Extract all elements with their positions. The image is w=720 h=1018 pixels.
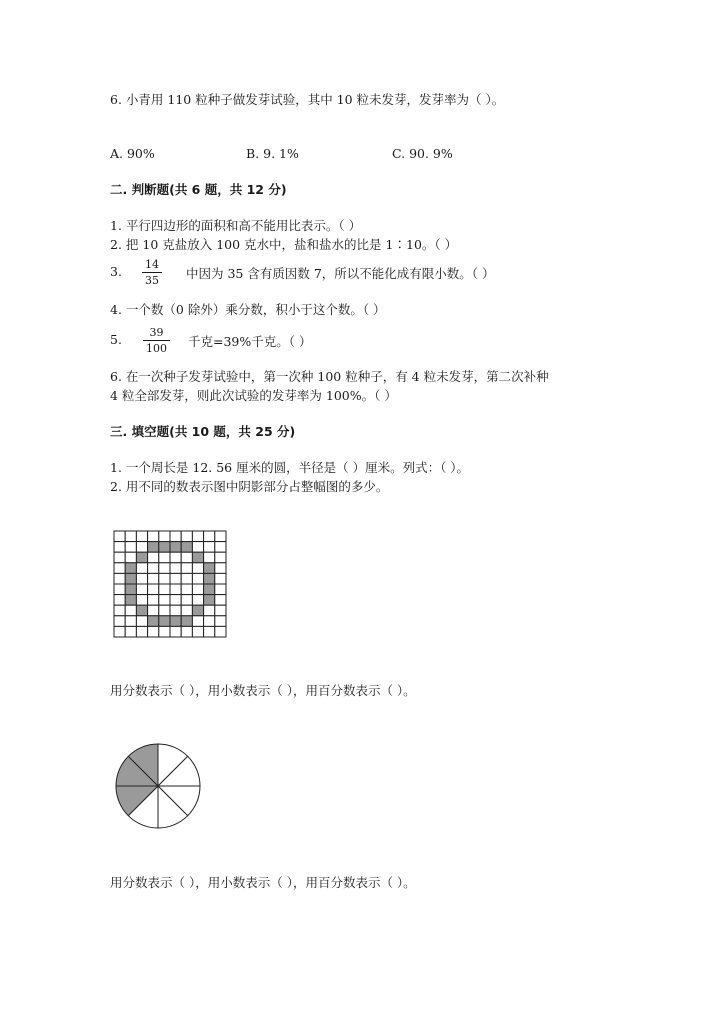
grid-cell [181, 552, 192, 563]
grid-cell [148, 531, 159, 542]
judge-q5-number: 5. [110, 332, 122, 347]
grid-cell [159, 584, 170, 595]
grid-cell [170, 573, 181, 584]
grid-cell [215, 626, 226, 637]
grid-cell-shaded [148, 542, 159, 553]
grid-cell [181, 563, 192, 574]
grid-cell-shaded [159, 542, 170, 553]
grid-cell-shaded [125, 584, 136, 595]
option-c: C. 90. 9% [392, 146, 453, 161]
grid-cell [159, 552, 170, 563]
grid-cell [159, 605, 170, 616]
grid-cell [114, 616, 125, 627]
grid-cell [159, 531, 170, 542]
grid-cell [204, 626, 215, 637]
answer-line-grid: 用分数表示（ ），用小数表示（ ），用百分数表示（ ）。 [110, 683, 416, 698]
option-a: A. 90% [110, 146, 155, 161]
grid-cell [148, 626, 159, 637]
judge-q6-line1: 6. 在一次种子发芽试验中，第一次种 100 粒种子，有 4 粒未发芽，第二次补种 [110, 369, 549, 384]
grid-cell [148, 573, 159, 584]
grid-cell [204, 616, 215, 627]
judge-q6-line2: 4 粒全部发芽，则此次试验的发芽率为 100%。（ ） [110, 388, 397, 403]
judge-q4: 4. 一个数（0 除外）乘分数，积小于这个数。（ ） [110, 302, 386, 317]
fraction-bar [143, 340, 170, 341]
grid-cell-shaded [136, 552, 147, 563]
grid-cell [170, 595, 181, 606]
grid-cell [192, 595, 203, 606]
grid-figure [113, 530, 227, 638]
grid-cell [114, 573, 125, 584]
fill-q1: 1. 一个周长是 12. 56 厘米的圆，半径是（ ）厘米。列式：（ ）。 [110, 460, 470, 475]
grid-cell [125, 542, 136, 553]
grid-cell [148, 595, 159, 606]
grid-cell [114, 626, 125, 637]
grid-cell-shaded [125, 595, 136, 606]
grid-cell [181, 626, 192, 637]
grid-cell [170, 626, 181, 637]
grid-cell [159, 595, 170, 606]
grid-cell [125, 531, 136, 542]
grid-cell [125, 626, 136, 637]
judge-q5-text: 千克=39%千克。（ ） [188, 334, 312, 349]
grid-cell [192, 573, 203, 584]
grid-cell-shaded [170, 542, 181, 553]
grid-cell-shaded [181, 616, 192, 627]
grid-cell [114, 595, 125, 606]
grid-cell [136, 531, 147, 542]
grid-cell [114, 605, 125, 616]
grid-cell [215, 573, 226, 584]
grid-cell [192, 542, 203, 553]
grid-cell-shaded [136, 605, 147, 616]
grid-cell [148, 563, 159, 574]
answer-line-pie: 用分数表示（ ），用小数表示（ ），用百分数表示（ ）。 [110, 875, 416, 890]
judge-q2: 2. 把 10 克盐放入 100 克水中，盐和盐水的比是 1∶10。（ ） [110, 237, 458, 252]
grid-cell [170, 552, 181, 563]
section-3-title: 三. 填空题(共 10 题，共 25 分) [110, 424, 296, 439]
grid-cell [148, 552, 159, 563]
judge-q3-number: 3. [110, 264, 122, 279]
judge-q3-text: 中因为 35 含有质因数 7，所以不能化成有限小数。（ ） [186, 266, 495, 281]
grid-cell [192, 626, 203, 637]
grid-cell [114, 531, 125, 542]
grid-cell [192, 584, 203, 595]
fraction-numerator: 39 [149, 326, 164, 339]
pie-figure [114, 742, 202, 830]
grid-cell [215, 542, 226, 553]
grid-cell-shaded [204, 573, 215, 584]
grid-cell-shaded [204, 563, 215, 574]
grid-cell [114, 563, 125, 574]
grid-cell-shaded [181, 542, 192, 553]
grid-cell [215, 595, 226, 606]
grid-cell [215, 531, 226, 542]
grid-cell [114, 542, 125, 553]
grid-cell-shaded [125, 563, 136, 574]
grid-cell-shaded [148, 616, 159, 627]
grid-cell [159, 626, 170, 637]
grid-cell [204, 552, 215, 563]
grid-cell-shaded [170, 616, 181, 627]
grid-cell [170, 605, 181, 616]
grid-cell [181, 573, 192, 584]
grid-cell [192, 531, 203, 542]
grid-cell [136, 616, 147, 627]
grid-cell [204, 605, 215, 616]
grid-cell-shaded [204, 584, 215, 595]
grid-cell [125, 605, 136, 616]
section-2-title: 二. 判断题(共 6 题，共 12 分) [110, 182, 287, 197]
grid-cell [215, 605, 226, 616]
grid-cell-shaded [192, 552, 203, 563]
grid-cell [148, 605, 159, 616]
grid-cell [136, 584, 147, 595]
grid-cell [181, 605, 192, 616]
fraction-numerator: 14 [145, 258, 159, 271]
grid-cell [181, 584, 192, 595]
grid-cell [215, 584, 226, 595]
grid-cell-shaded [125, 573, 136, 584]
grid-cell [215, 563, 226, 574]
option-b: B. 9. 1% [246, 146, 299, 161]
grid-cell [170, 584, 181, 595]
fill-q2: 2. 用不同的数表示图中阴影部分占整幅图的多少。 [110, 479, 389, 494]
grid-cell [204, 531, 215, 542]
grid-cell [159, 563, 170, 574]
grid-cell [125, 616, 136, 627]
grid-cell [215, 616, 226, 627]
question-6-stem: 6. 小青用 110 粒种子做发芽试验，其中 10 粒未发芽，发芽率为（ ）。 [110, 92, 505, 107]
fraction-bar [142, 272, 162, 273]
grid-cell [114, 552, 125, 563]
grid-cell [125, 552, 136, 563]
fraction-14-35 [142, 258, 162, 287]
grid-cell [114, 584, 125, 595]
fraction-denominator: 35 [145, 274, 159, 287]
grid-cell [181, 595, 192, 606]
grid-cell [215, 552, 226, 563]
grid-cell [159, 573, 170, 584]
grid-cell [170, 563, 181, 574]
grid-cell [170, 531, 181, 542]
grid-cell [181, 531, 192, 542]
grid-cell [192, 616, 203, 627]
grid-cell [136, 573, 147, 584]
grid-cell [136, 626, 147, 637]
grid-cell [204, 542, 215, 553]
fraction-denominator: 100 [146, 342, 167, 355]
grid-cell [136, 563, 147, 574]
fraction-39-100 [143, 326, 170, 355]
grid-cell [192, 563, 203, 574]
grid-cell-shaded [159, 616, 170, 627]
grid-cell [136, 595, 147, 606]
judge-q1: 1. 平行四边形的面积和高不能用比表示。（ ） [110, 218, 362, 233]
grid-cell [148, 584, 159, 595]
grid-cell-shaded [204, 595, 215, 606]
grid-cell [136, 542, 147, 553]
grid-cell-shaded [192, 605, 203, 616]
